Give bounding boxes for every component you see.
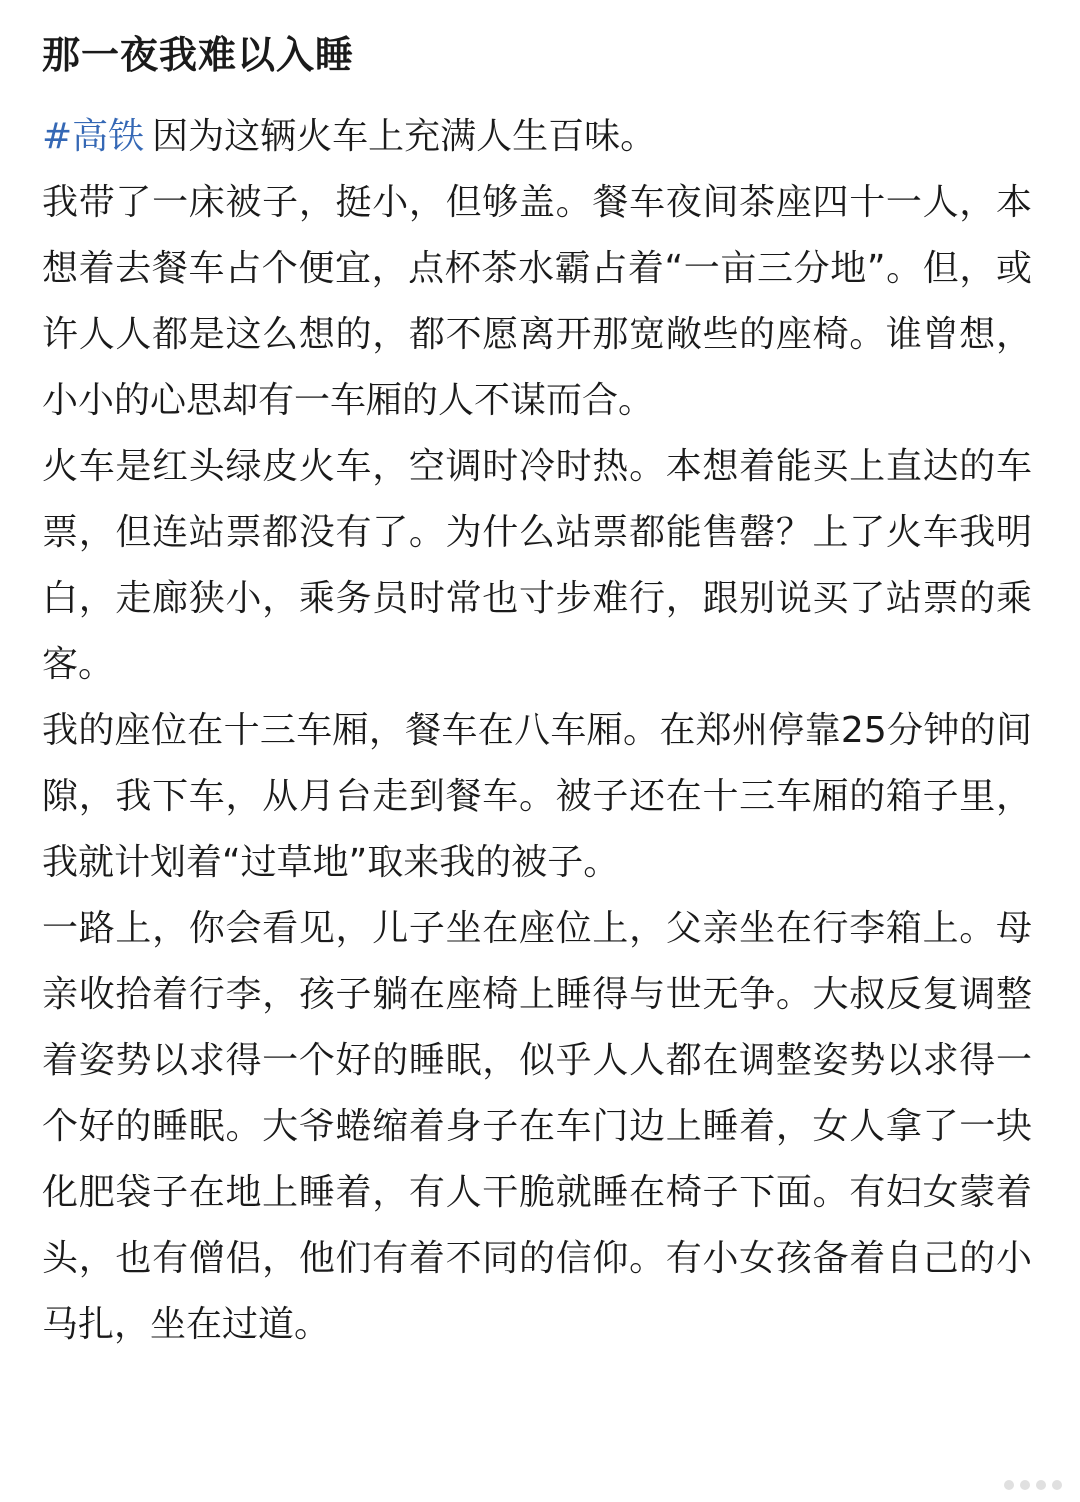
watermark-dot [1020,1480,1030,1490]
watermark-dot [1052,1480,1062,1490]
post-paragraph-4: 我的座位在十三车厢，餐车在八车厢。在郑州停靠25分钟的间隙，我下车，从月台走到餐车。被子还在十三车厢的箱子里，我就计划着“过草地”取来我的被子。 [42,710,1032,883]
watermark-dot [1036,1480,1046,1490]
paragraph-text: 因为这辆火车上充满人生百味。 [152,116,657,157]
watermark-dot [1004,1480,1014,1490]
post-title: 那一夜我难以入睡 [42,33,355,77]
post-paragraph-2: 我带了一床被子，挺小，但够盖。餐车夜间茶座四十一人，本想着去餐车占个便宜，点杯茶水霸占着“一亩三分地”。但，或许人人都是这么想的，都不愿离开那宽敞些的座椅。谁曾想，小小的心思却有一车厢的人不谋而合。 [42,182,1032,421]
hashtag-link[interactable]: #高铁 [42,116,145,157]
post-paragraph-1 [42,104,1032,170]
watermark-dots [1004,1480,1062,1490]
post-paragraph-5: 一路上，你会看见，儿子坐在座位上，父亲坐在行李箱上。母亲收拾着行李，孩子躺在座椅上睡得与世无争。大叔反复调整着姿势以求得一个好的睡眠，似乎人人都在调整姿势以求得一个好的睡眠。大爷蜷缩着身子在车门边上睡着，女人拿了一块化肥袋子在地上睡着，有人干脆就睡在椅子下面。有妇女蒙着头，也有僧侣，他们有着不同的信仰。有小女孩备着自己的小马扎，坐在过道。 [42,908,1032,1345]
post-body [42,104,1032,1358]
post-container [42,0,1032,1358]
post-paragraph-3: 火车是红头绿皮火车，空调时冷时热。本想着能买上直达的车票，但连站票都没有了。为什么站票都能售罄？上了火车我明白，走廊狭小，乘务员时常也寸步难行，跟别说买了站票的乘客。 [42,446,1032,685]
